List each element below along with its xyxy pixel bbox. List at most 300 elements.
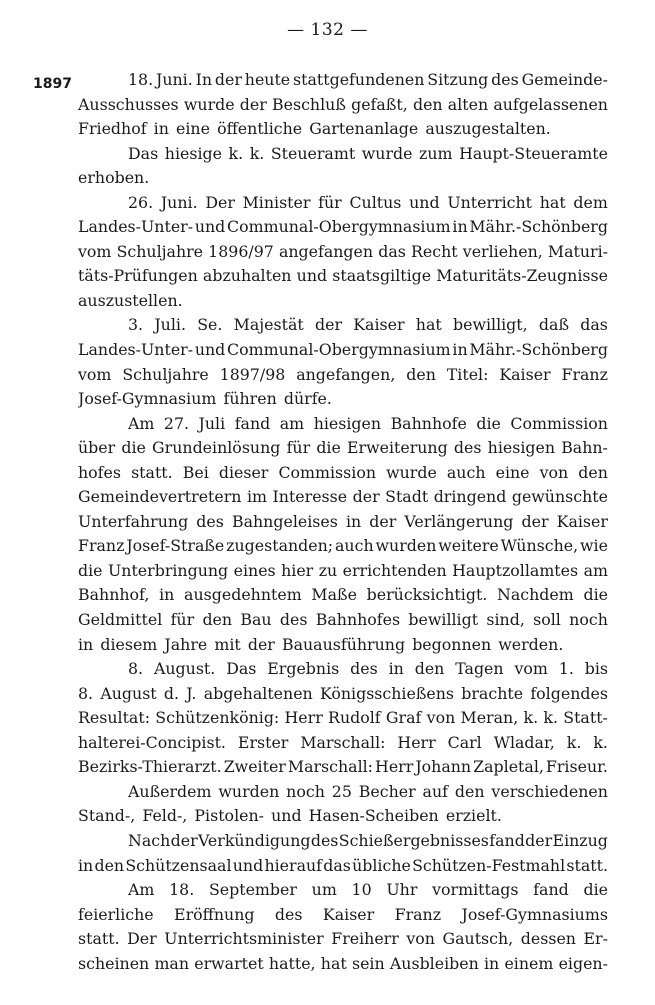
word: Mähr.-Schönberg [469,217,608,237]
word: alten [447,94,489,114]
word: erhoben. [78,168,150,188]
word: Königsschießens [319,683,455,703]
word: Friedhof [78,119,147,139]
word: k. [543,708,558,728]
word: September [208,880,297,900]
word: wurde [183,94,235,114]
word: auf [422,781,448,801]
text-line [78,682,608,707]
word: aufgelassenen [493,94,608,114]
word: die [78,560,103,580]
word: Steueramt [270,143,356,163]
word: des [310,830,339,850]
word: dürfe. [283,389,332,409]
word: Tagen [455,659,504,679]
word: k. [228,143,244,163]
word: wurde [361,143,413,163]
word: wurden [218,781,280,801]
word: in [78,634,94,654]
word: wie [580,536,608,556]
word: k. [566,732,582,752]
word: Außerdem [128,781,212,801]
word: Becher [358,781,416,801]
word: die [121,438,146,458]
word: Bau [240,610,272,630]
text-line [78,829,608,854]
word: Bahn- [561,438,608,458]
text-line [78,142,608,167]
word: Resultat: [78,708,151,728]
word: der [525,830,553,850]
text-line [78,436,608,461]
text-line [78,633,608,658]
word: der [214,70,242,89]
word: statt. [78,929,120,949]
word: erwartet [194,953,264,973]
word: Stand-, [78,806,136,826]
word: Erster [237,732,289,752]
word: brachte [461,683,524,703]
word: abzuhalten [202,266,292,286]
word: hat [539,192,566,212]
word: Juli. [154,315,186,335]
text-line [78,854,608,879]
word: Franz [394,904,442,924]
text-line [78,412,608,437]
word: in [452,217,468,237]
text-line [78,534,608,559]
word: in [78,855,94,875]
text-line [78,804,608,829]
word: errichtenden [342,560,447,580]
word: Zapletal, [473,757,544,777]
text-line [78,313,608,338]
word: Der [205,192,235,212]
word: in [153,119,169,139]
word: eine [176,119,210,139]
word: In [195,70,213,89]
word: staatsgiltige [332,266,432,286]
word: noch [286,781,325,801]
word: Feld-, [142,806,188,826]
word: hier [281,560,314,580]
word: weitere [438,536,499,556]
word: Commission [510,413,608,433]
word: Erweiterung [347,438,448,458]
text-line [78,608,608,633]
word: Nach [128,830,171,850]
word: des [350,659,378,679]
word: dessen [520,929,576,949]
word: August [100,683,157,703]
word: gefaßt, [351,94,408,114]
word: Maße [311,585,357,605]
word: Das [128,143,159,163]
word: für [170,610,195,630]
word: 18. [128,70,154,89]
word: Gautsch, [442,929,514,949]
word: Sitzung [427,70,489,89]
word: mit [214,634,241,654]
word: k. [593,732,608,752]
word: in [159,585,175,605]
text-line [78,93,608,118]
word: und [194,217,226,237]
word: abgehaltenen [203,683,313,703]
word: Commission [278,462,377,482]
word: bewilligt, [452,315,528,335]
word: 18. [169,880,195,900]
word: Interesse [272,487,348,507]
word: Ausschusses [78,94,179,114]
word: Ausbleiben [389,953,479,973]
word: fand [234,413,271,433]
word: Landes-Unter- [78,217,194,237]
word: diesem [100,634,158,654]
word: 1. [558,659,574,679]
text-line [78,952,608,977]
word: Bahnhofe [390,413,467,433]
word: halterei-Concipist. [78,732,226,752]
word: Bei [182,462,209,482]
word: des [453,438,482,458]
word: sind, [486,610,525,630]
word: Gemeindevertretern [78,487,242,507]
word: zu [318,560,338,580]
word: 27. [163,413,190,433]
word: Schützensaal [125,855,232,875]
word: eine [495,462,530,482]
word: hat [415,315,442,335]
word: Josef-Gymnasium [78,389,217,409]
word: hofes [78,462,121,482]
word: k. [249,143,265,163]
word: Recht [411,241,458,261]
word: Maturitäts-Zeugnisse [436,266,608,286]
word: auszugestalten. [425,119,551,139]
word: Kaiser [353,315,405,335]
word: am [583,560,608,580]
word: scheinen [78,953,150,973]
word: am [279,413,305,433]
word: hiesigen [313,413,382,433]
word: daß [538,315,570,335]
word: Communal-Obergymnasium [227,217,451,237]
word: Unterfahrung [78,511,189,531]
word: J. [186,683,197,703]
word: dem [573,192,608,212]
word: Titel: [446,364,489,384]
text-line [78,289,608,314]
word: Graf [385,708,422,728]
word: Unterbringung [107,560,229,580]
word: einem [504,953,554,973]
word: vom [78,241,112,261]
word: folgendes [530,683,608,703]
word: in [388,659,404,679]
word: Franz [78,536,125,556]
word: das [323,855,351,875]
word: Franz [561,364,608,384]
word: werden. [498,634,564,654]
word: zugestanden; [226,536,334,556]
word: Mähr.-Schönberg [469,340,608,360]
word: der [352,487,380,507]
word: Verlängerung [404,511,514,531]
word: 25 [331,781,352,801]
word: verschiedenen [491,781,608,801]
word: angefangen [278,241,374,261]
word: der [521,511,549,531]
word: den [454,781,485,801]
word: 1897/98 [219,364,286,384]
word: August. [153,659,216,679]
word: vom [78,364,112,384]
word: den [578,462,608,482]
word: die [583,585,608,605]
word: öffentliche [217,119,303,139]
word: für [318,192,342,212]
text-line [78,485,608,510]
word: auszustellen. [78,290,183,310]
word: hatte, [268,953,316,973]
word: der [369,511,397,531]
word: die [583,880,608,900]
word: 8. [128,659,144,679]
word: das [580,315,608,335]
word: Josef-Gymnasiums [461,904,608,924]
word: 26. [128,192,154,212]
word: hierauf [264,855,323,875]
word: vormittags [432,880,519,900]
text-line [78,706,608,731]
word: dringend [433,487,507,507]
word: auch [446,462,486,482]
word: bis [584,659,608,679]
word: 3. [128,315,144,335]
word: Der [127,929,157,949]
text-line [78,461,608,486]
word: Bauausführung [281,634,406,654]
word: sein [351,953,385,973]
word: k. [523,708,539,728]
word: die [316,438,341,458]
page-number: — 132 — [287,20,368,40]
text-line [78,264,608,289]
text-line [78,583,608,608]
word: wurden [375,536,437,556]
text-line [78,191,608,216]
word: noch [569,610,608,630]
body-text [78,68,608,976]
word: das [378,241,406,261]
word: Schützen-Festmahl [412,855,566,875]
margin-year: 1897 [33,76,72,92]
word: der [170,830,198,850]
word: Hasen-Scheiben [308,806,439,826]
word: Marschall: [300,732,386,752]
word: hat [320,953,347,973]
word: Schießergebnisses [338,830,489,850]
word: in [452,340,468,360]
word: wurde [386,462,437,482]
text-line [78,68,608,93]
text-line [78,117,608,142]
word: und [194,340,226,360]
word: Wladar, [493,732,555,752]
word: Bezirks-Thierarzt. [78,757,222,777]
text-line [78,559,608,584]
word: Beschluß [272,94,346,114]
text-line [78,780,608,805]
word: Hauptzollamtes [452,560,579,580]
word: Bahnhofes [315,610,401,630]
text-line [78,657,608,682]
word: in [483,953,500,973]
text-line [78,731,608,756]
word: Johann [415,757,472,777]
word: eigen- [558,953,608,973]
word: begonnen [412,634,492,654]
word: statt. [566,855,608,875]
word: heute [244,70,291,89]
text-line [78,387,608,412]
word: die [476,413,501,433]
word: 10 [351,880,372,900]
word: führen [223,389,277,409]
word: Uhr [386,880,418,900]
word: Cultus [349,192,402,212]
word: erzielt. [445,806,502,826]
word: Wünsche, [500,536,579,556]
word: Geldmittel [78,610,163,630]
word: um [311,880,337,900]
word: Schuljahre [116,241,204,261]
word: den [202,610,233,630]
word: hiesigen [487,438,556,458]
word: soll [533,610,561,630]
word: Er- [583,929,608,949]
word: vom [514,659,548,679]
word: der [247,634,275,654]
word: Das [226,659,257,679]
word: zum [419,143,453,163]
word: den [414,659,445,679]
word: von [539,462,569,482]
word: fand [489,830,525,850]
word: Maturi- [547,241,608,261]
word: den [406,364,436,384]
word: Pistolen- [194,806,264,826]
word: täts-Prüfungen [78,266,198,286]
word: Friseur. [545,757,608,777]
word: des [279,610,308,630]
word: ausgedehntem [184,585,302,605]
word: Verkündigung [197,830,311,850]
word: 8. [78,683,94,703]
word: Communal-Obergymnasium [227,340,451,360]
word: Gemeinde- [521,70,608,89]
word: fand [533,880,569,900]
word: Landes-Unter- [78,340,194,360]
word: auch [335,536,374,556]
word: über [78,438,116,458]
word: und [296,266,328,286]
word: angefangen, [296,364,396,384]
word: eines [233,560,276,580]
word: Schuljahre [122,364,209,384]
text-line [78,903,608,928]
word: Juni. [160,192,198,212]
word: bewilligt [408,610,479,630]
word: Einzug [552,830,608,850]
word: und [271,806,302,826]
word: Jahre [164,634,208,654]
text-line [78,755,608,780]
word: Nachdem [497,585,574,605]
text-line [78,878,608,903]
word: 1896/97 [208,241,274,261]
word: Unterrichtsminister [164,929,324,949]
word: Unterricht [447,192,533,212]
word: den [412,94,443,114]
word: dieser [218,462,269,482]
word: Herr [284,708,323,728]
text-line [78,510,608,535]
text-line [78,927,608,952]
word: im [246,487,268,507]
word: Zweiter [223,757,286,777]
word: Juni. [155,70,193,89]
text-line [78,166,608,191]
word: des [491,70,519,89]
word: Minister [242,192,311,212]
word: man [154,953,190,973]
word: der [314,315,342,335]
word: feierliche [78,904,154,924]
text-line [78,240,608,265]
word: den [94,855,125,875]
word: des [196,511,224,531]
word: und [409,192,440,212]
word: Gartenanlage [309,119,419,139]
word: Kaiser [556,511,608,531]
word: für [286,438,311,458]
word: des [274,904,303,924]
word: berücksichtigt. [366,585,488,605]
word: Eröffnung [174,904,255,924]
word: Schützenkönig: [155,708,280,728]
word: Bahnhof, [78,585,150,605]
word: von [426,708,456,728]
word: Carl [447,732,482,752]
word: Meran, [460,708,519,728]
word: Ergebnis [267,659,340,679]
word: Kaiser [499,364,551,384]
word: Herr [375,757,414,777]
word: Haupt-Steueramte [459,143,608,163]
word: hiesige [164,143,222,163]
text-line [78,215,608,240]
text-line [78,363,608,388]
word: verliehen, [462,241,543,261]
text-line [78,338,608,363]
word: Josef-Straße [126,536,225,556]
word: Kaiser [322,904,375,924]
word: Statt- [563,708,608,728]
word: stattgefundenen [293,70,425,89]
word: und [232,855,264,875]
